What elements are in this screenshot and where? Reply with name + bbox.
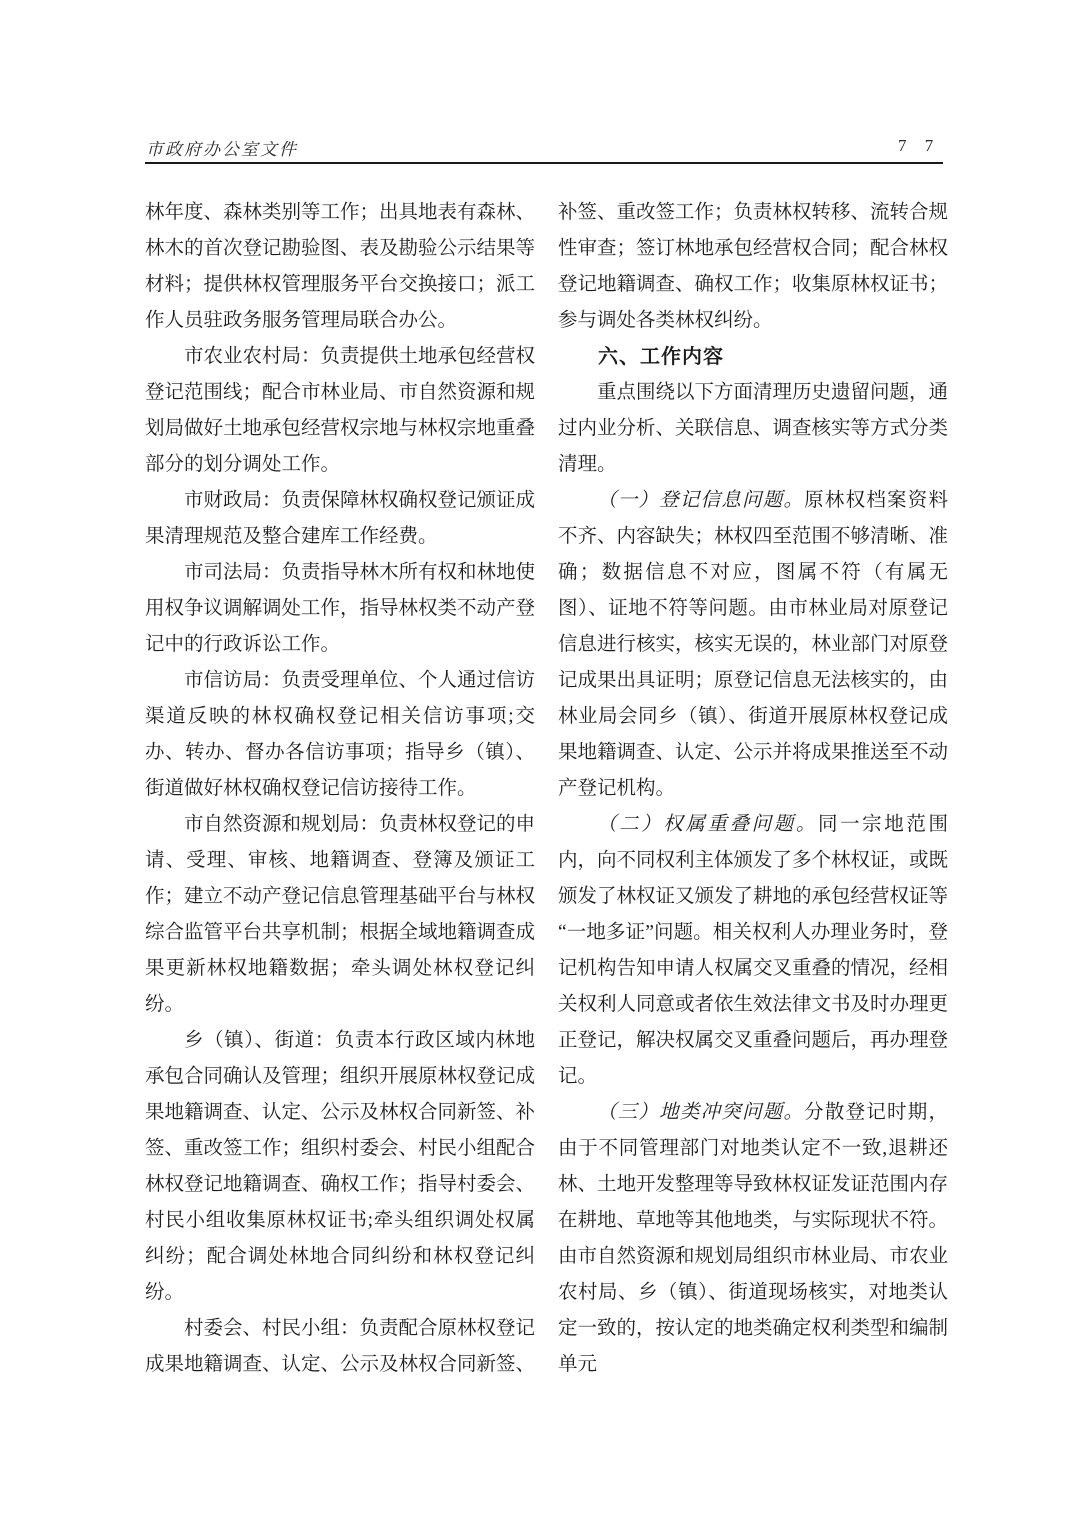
paragraph: （二）权属重叠问题。同一宗地范围内，向不同权利主体颁发了多个林权证，或既颁发了林权证又颁发了耕地的承包经营权证等“一地多证”问题。相关权利人办理业务时，登记机构告知申请人权属交叉重叠的情况，经相关权利人同意或者依生效法律文书及时办理更正登记，解决权属交叉重叠问题后，再办理登记。 [558,814,949,1087]
header-doc-type: 市政府办公室文件 [146,140,298,159]
paragraph: 市财政局：负责保障林权确权登记颁证成果清理规范及整合建库工作经费。 [145,490,536,547]
header-rule [145,162,943,164]
paragraph: 重点围绕以下方面清理历史遗留问题，通过内业分析、关联信息、调查核实等方式分类清理。 [558,382,949,475]
paragraph: 市司法局：负责指导林木所有权和林地使用权争议调解调处工作，指导林权类不动产登记中的行政诉讼工作。 [145,562,536,655]
kaiti-lead-phrase: （一）登记信息问题。 [597,490,805,511]
continuation-paragraph: 林年度、森林类别等工作；出具地表有森林、林木的首次登记勘验图、表及勘验公示结果等材料；提供林权管理服务平台交换接口；派工作人员驻政务服务管理局联合办公。 [145,202,536,331]
paragraph: （三）地类冲突问题。分散登记时期，由于不同管理部门对地类认定不一致,退耕还林、土地开发整理等导致林权证发证范围内存在耕地、草地等其他地类，与实际现状不符。由市自然资源和规划局组织市林业局、市农业农村局、乡（镇）、街道现场核实，对地类认定一致的，按认定的地类确定权利类型和编制单元 [558,1102,949,1375]
right-column [558,195,948,1383]
page-number: 7 7 [898,136,941,155]
kaiti-lead-phrase: （三）地类冲突问题。 [597,1102,805,1123]
paragraph: 市农业农村局：负责提供土地承包经营权登记范围线；配合市林业局、市自然资源和规划局做好土地承包经营权宗地与林权宗地重叠部分的划分调处工作。 [145,346,536,475]
kaiti-lead-phrase: （二）权属重叠问题。 [597,814,818,835]
continuation-paragraph: 补签、重改签工作；负责林权转移、流转合规性审查；签订林地承包经营权合同；配合林权登记地籍调查、确权工作；收集原林权证书；参与调处各类林权纠纷。 [558,202,949,331]
document-body [145,195,948,1383]
left-column [145,195,535,1383]
section-heading: 六、工作内容 [598,346,724,368]
paragraph: 村委会、村民小组：负责配合原林权登记成果地籍调查、认定、公示及林权合同新签、 [145,1318,536,1375]
paragraph: 市自然资源和规划局：负责林权登记的申请、受理、审核、地籍调查、登簿及颁证工作；建立不动产登记信息管理基础平台与林权综合监管平台共享机制；根据全域地籍调查成果更新林权地籍数据；牵头调处林权登记纠纷。 [145,814,536,1015]
paragraph: 乡（镇）、街道：负责本行政区域内林地承包合同确认及管理；组织开展原林权登记成果地籍调查、认定、公示及林权合同新签、补签、重改签工作；组织村委会、村民小组配合林权登记地籍调查、确权工作；指导村委会、村民小组收集原林权证书;牵头组织调处权属纠纷；配合调处林地合同纠纷和林权登记纠纷。 [145,1030,536,1303]
paragraph: 市信访局：负责受理单位、个人通过信访渠道反映的林权确权登记相关信访事项;交办、转办、督办各信访事项；指导乡（镇）、街道做好林权确权登记信访接待工作。 [145,670,536,799]
paragraph: （一）登记信息问题。原林权档案资料不齐、内容缺失；林权四至范围不够清晰、准确；数据信息不对应，图属不符（有属无图）、证地不符等问题。由市林业局对原登记信息进行核实，核实无误的，林业部门对原登记成果出具证明；原登记信息无法核实的，由林业局会同乡（镇）、街道开展原林权登记成果地籍调查、认定、公示并将成果推送至不动产登记机构。 [558,490,949,799]
